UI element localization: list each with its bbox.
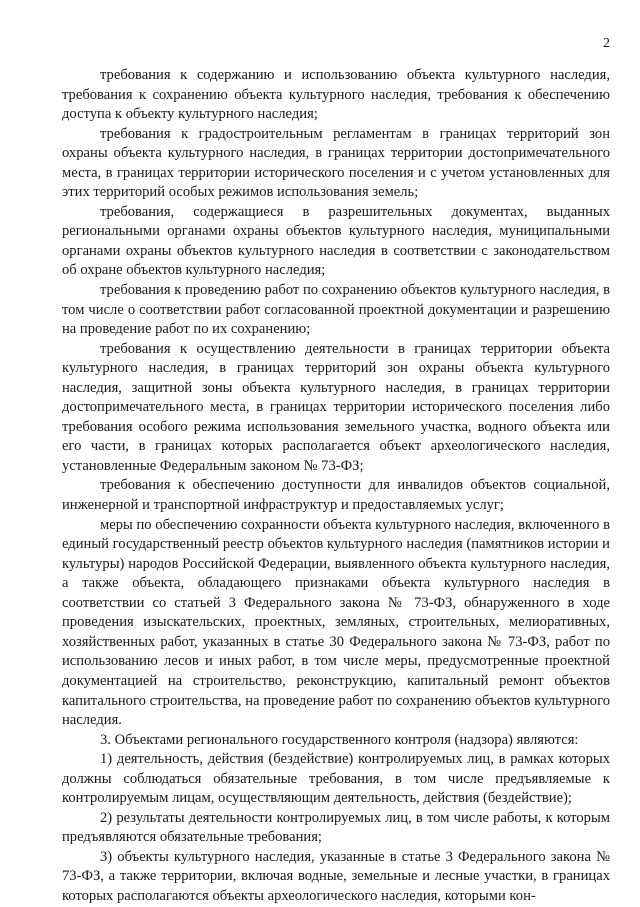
paragraph: требования к обеспечению доступности для инвалидов объектов социальной, инженерной и транспортной инфраструктур и предоставляемых услуг; xyxy=(62,477,610,514)
paragraph: требования к содержанию и использованию объекта культурного наследия, требования к сохранению объекта культурного наследия, требования к обеспечению доступа к объекту культурного наследия; xyxy=(62,67,610,123)
paragraph: меры по обеспечению сохранности объекта культурного наследия, включенного в единый государственный реестр объектов культурного наследия (памятников истории и культуры) народов Российской Федерации, выявленного объекта культурного наследия, а также объекта, обладающего признаками объекта культурного наследия в соответствии со статьей 3 Федерального закона № 73-ФЗ, обнаруженного в ходе проведения изыскательских, проектных, земляных, строительных, мелиоративных, хозяйственных работ, указанных в статье 30 Федерального закона № 73-ФЗ, работ по использованию лесов и иных работ, в том числе меры, предусмотренные проектной документацией на строительство, реконструкцию, капитальный ремонт объектов капитального строительства, на проведение работ по сохранению объектов культурного наследия. xyxy=(62,516,610,729)
body-text xyxy=(62,66,610,907)
paragraph: 3) объекты культурного наследия, указанные в статье 3 Федерального закона № 73-ФЗ, а также территории, включая водные, земельные и лесные участки, в границах которых располагаются объекты археологического наследия, которыми кон- xyxy=(62,848,610,904)
paragraph: требования к проведению работ по сохранению объектов культурного наследия, в том числе о соответствии работ согласованной проектной документации и разрешению на проведение работ по их сохранению; xyxy=(62,282,610,338)
paragraph: требования к градостроительным регламентам в границах территорий зон охраны объекта культурного наследия, в границах территории достопримечательного места, в границах территории исторического поселения и с учетом установленных для этих территорий особых режимов использования земель; xyxy=(62,125,610,201)
paragraph: 3. Объектами регионального государственного контроля (надзора) являются: xyxy=(100,731,579,748)
paragraph: 2) результаты деятельности контролируемых лиц, в том числе работы, к которым предъявляются обязательные требования; xyxy=(62,809,610,846)
page-number: 2 xyxy=(603,36,610,51)
paragraph: требования, содержащиеся в разрешительных документах, выданных региональными органами охраны объектов культурного наследия, муниципальными органами охраны объектов культурного наследия в соответствии с законодательством об охране объектов культурного наследия; xyxy=(62,203,610,279)
paragraph: требования к осуществлению деятельности в границах территории объекта культурного наследия, в границах территорий зон охраны объекта культурного наследия, защитной зоны объекта культурного наследия, в границах территории достопримечательного места, в границах территории исторического поселения либо требования особого режима использования земельного участка, водного объекта или его части, в границах которых располагается объект археологического наследия, установленные Федеральным законом № 73-ФЗ; xyxy=(62,340,610,474)
paragraph: 1) деятельность, действия (бездействие) контролируемых лиц, в рамках которых должны соблюдаться обязательные требования, в том числе предъявляемые к контролируемым лицам, осуществляющим деятельность, действия (бездействие); xyxy=(62,751,610,807)
